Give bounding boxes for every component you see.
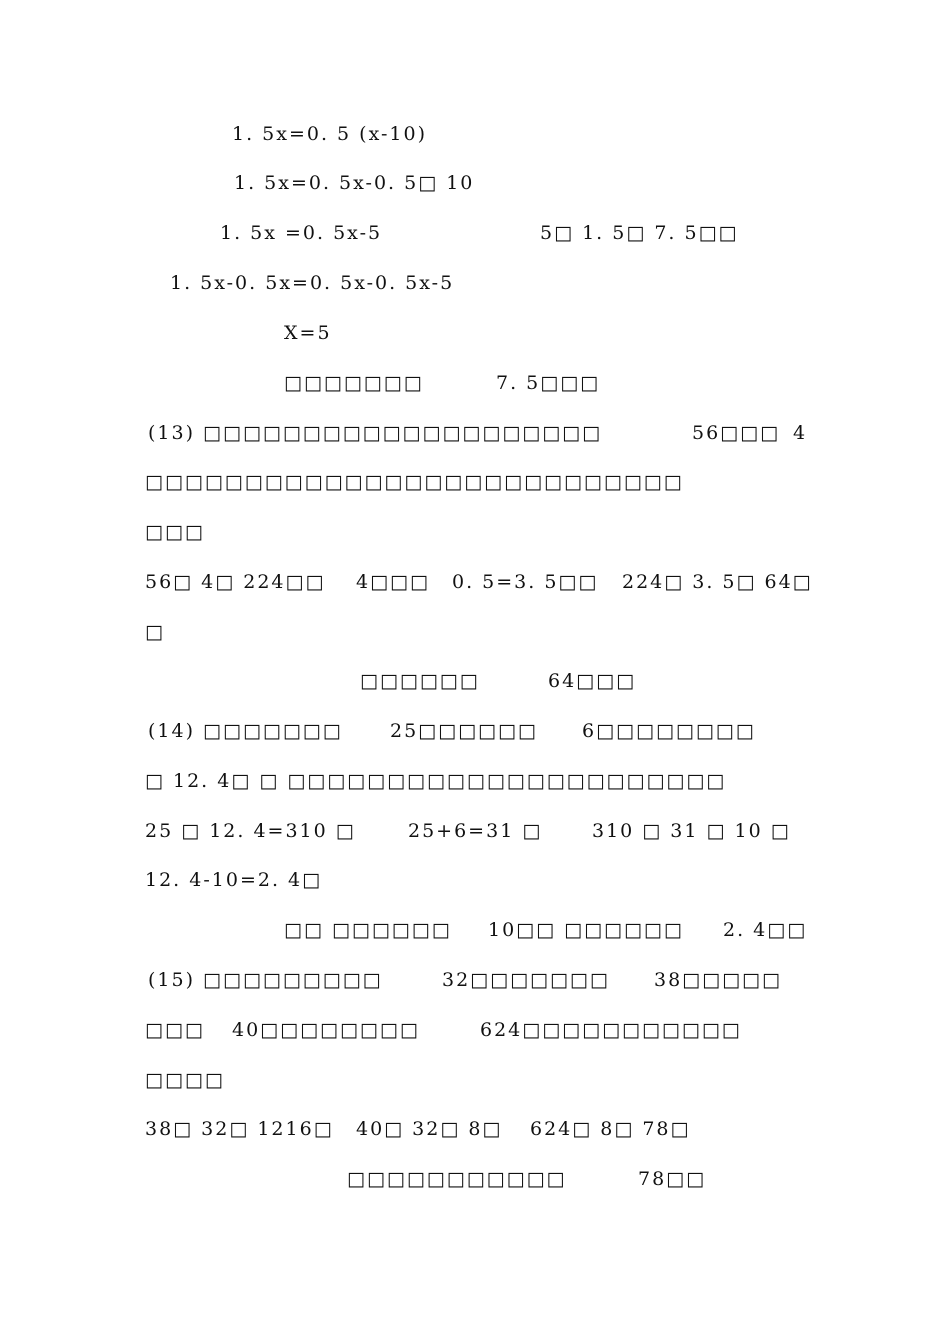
calc-line: 40□ 32□ 8□: [356, 1118, 503, 1140]
problem-14-text: □ 12. 4□ □ □□□□□□□□□□□□□□□□□□□□□□: [145, 770, 727, 792]
calc-line: □: [145, 621, 165, 643]
answer-text: □□ □□□□□□: [284, 919, 452, 941]
problem-14-text: (14) □□□□□□□: [148, 720, 343, 742]
problem-13-text: □□□□□□□□□□□□□□□□□□□□□□□□□□□: [145, 471, 684, 493]
calc-line: 5□ 1. 5□ 7. 5□□: [540, 222, 739, 244]
problem-15-text: (15) □□□□□□□□□: [148, 969, 383, 991]
answer-text: □□□□□□□□□□□: [347, 1168, 567, 1190]
answer-text: □□□□□□□: [284, 372, 424, 394]
answer-text: 10□□ □□□□□□: [488, 919, 684, 941]
equation-line: 1. 5x-0. 5x=0. 5x-0. 5x-5: [170, 272, 455, 294]
equation-line: 1. 5x=0. 5x-0. 5□ 10: [234, 172, 475, 194]
answer-value: 64□□□: [548, 670, 637, 692]
answer-value: 7. 5□□□: [496, 372, 601, 394]
problem-15-text: 38□□□□□: [654, 969, 782, 991]
problem-13-text: 4: [793, 422, 808, 444]
calc-line: 224□ 3. 5□ 64□: [622, 571, 813, 593]
calc-line: 0. 5=3. 5□□: [452, 571, 599, 593]
problem-15-text: 40□□□□□□□□: [232, 1019, 420, 1041]
calc-line: 25 □ 12. 4=310 □: [145, 820, 356, 842]
problem-13-text: □□□: [145, 521, 205, 543]
answer-value: 78□□: [638, 1168, 707, 1190]
calc-line: 12. 4-10=2. 4□: [145, 869, 323, 891]
problem-13-text: 56□□□: [692, 422, 781, 444]
problem-14-text: 6□□□□□□□□: [582, 720, 756, 742]
calc-line: 4□□□: [356, 571, 430, 593]
problem-15-text: 624□□□□□□□□□□□: [480, 1019, 742, 1041]
calc-line: 310 □ 31 □ 10 □: [592, 820, 791, 842]
calc-line: 25+6=31 □: [408, 820, 543, 842]
answer-value: 2. 4□□: [723, 919, 808, 941]
equation-line: X=5: [284, 322, 332, 344]
calc-line: 624□ 8□ 78□: [530, 1118, 691, 1140]
calc-line: 56□ 4□ 224□□: [145, 571, 326, 593]
problem-14-text: 25□□□□□□: [390, 720, 538, 742]
problem-15-text: □□□□: [145, 1069, 225, 1091]
problem-15-text: □□□: [145, 1019, 205, 1041]
problem-15-text: 32□□□□□□□: [442, 969, 610, 991]
problem-13-text: (13) □□□□□□□□□□□□□□□□□□□□: [148, 422, 603, 444]
answer-text: □□□□□□: [360, 670, 480, 692]
calc-line: 38□ 32□ 1216□: [145, 1118, 334, 1140]
equation-line: 1. 5x=0. 5 (x-10): [232, 123, 427, 145]
equation-line: 1. 5x =0. 5x-5: [220, 222, 383, 244]
